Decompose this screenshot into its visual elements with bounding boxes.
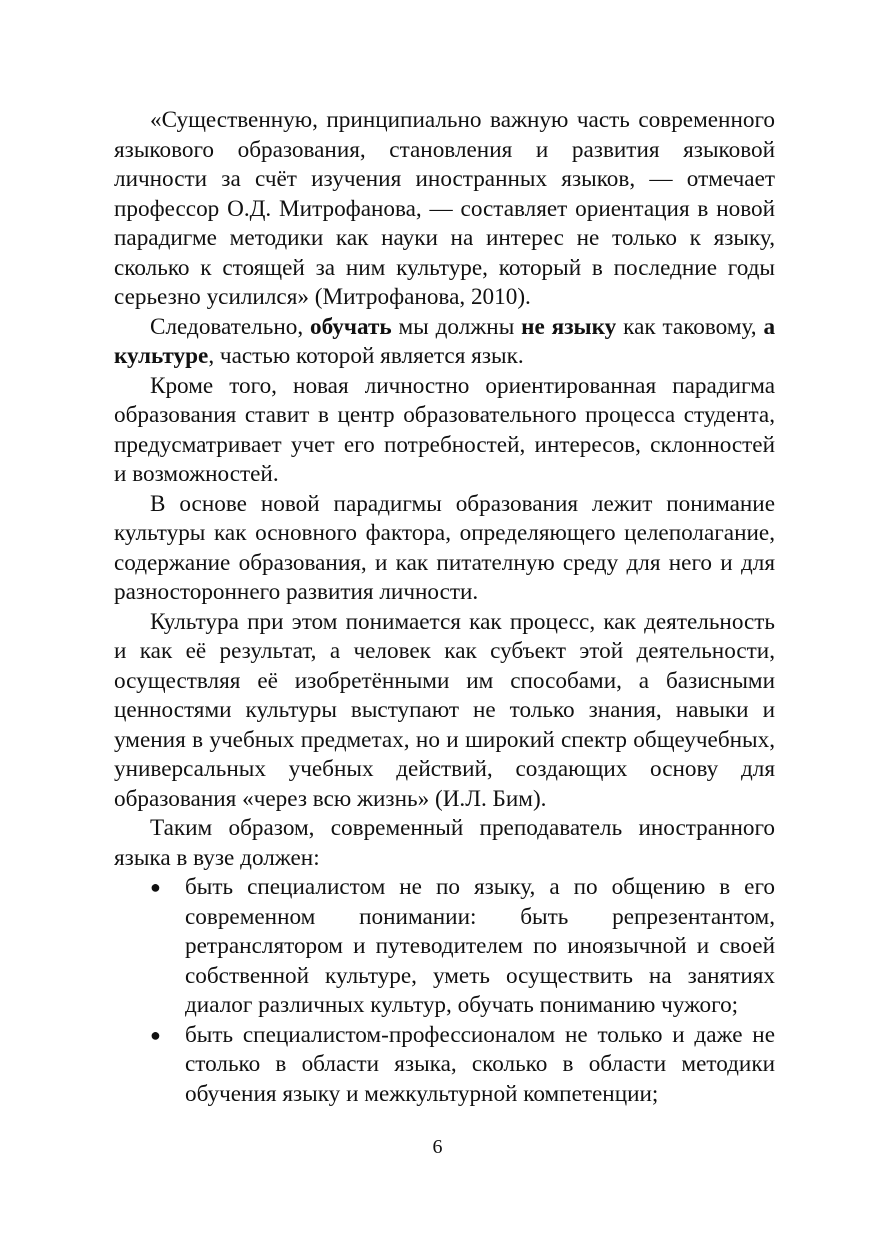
page-body	[114, 106, 775, 1109]
bullet-list	[114, 873, 775, 1109]
paragraph-4: В основе новой парадигмы образования лежит понимание культуры как основного фактора, определяющего целеполагание, содержание образования, и как питателную среду для него и для разностороннего развития личности.	[114, 490, 775, 605]
paragraph-2-bold-1: обучать	[310, 313, 392, 340]
page-number: 6	[432, 1136, 443, 1158]
list-item	[114, 873, 775, 1021]
paragraph-2-text-4: , частью которой является язык.	[208, 343, 524, 369]
paragraph-5: Культура при этом понимается как процесс, как деятельность и как её результат, а человек как субъект этой деятельности, осуществляя её изобретёнными им способами, а базисными ценностями культуры выступают не только знания, навыки и умения в учебных предметах, но и широкий спектр общеучебных, универсальных учебных действий, создающих основу для образования «через всю жизнь» (И.Л. Бим).	[114, 608, 775, 812]
paragraph-2-bold-2: не языку	[521, 313, 617, 340]
list-item-text: быть специалистом не по языку, а по общению в его современном понимании: быть репрезентантом, ретранслятором и путеводителем по иноязычной и своей собственной культуре, уметь осуществить на занятиях диалог различных культур, обучать пониманию чужого;	[185, 874, 775, 1018]
paragraph-3: Кроме того, новая личностно ориентированная парадигма образования ставит в центр образовательного процесса студента, предусматривает учет его потребностей, интересов, склонностей и возможностей.	[114, 372, 775, 487]
list-item	[114, 1021, 775, 1110]
paragraph-2-text-3: как таковому,	[616, 313, 764, 340]
paragraph-6: Таким образом, современный преподаватель иностранного языка в вузе должен:	[114, 815, 775, 871]
paragraph-2-text-1: Следовательно,	[150, 313, 310, 340]
paragraph-2-text-2: мы должны	[391, 313, 522, 340]
bullet-icon: ●	[150, 1024, 161, 1045]
bullet-icon: ●	[150, 877, 161, 897]
list-item-text: быть специалистом-профессионалом не только и даже не столько в области языка, сколько в области методики обучения языку и межкультурной компетенции;	[185, 1021, 775, 1107]
paragraph-2-bold-3: а культуре	[114, 313, 776, 369]
paragraph-2	[114, 313, 775, 372]
paragraph-1: «Существенную, принципиально важную часть современного языкового образования, становления и развития языковой личности за счёт изучения иностранных языков, — отмечает профессор О.Д. Митрофанова, — составляет ориентация в новой парадигме методики как науки на интерес не только к языку, сколько к стоящей за ним культуре, который в последние годы серьезно усилился» (Митрофанова, 2010).	[114, 107, 775, 310]
